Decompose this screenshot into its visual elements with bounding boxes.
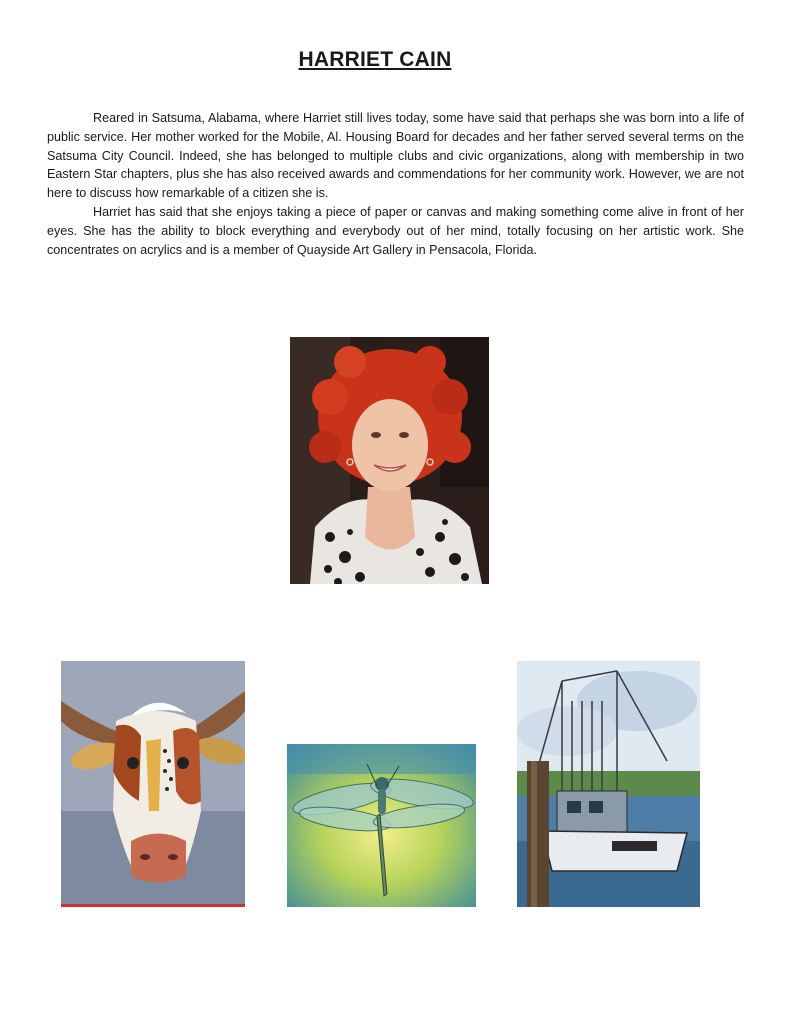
page-title: HARRIET CAIN [298,48,452,71]
paragraph-1: Reared in Satsuma, Alabama, where Harriet still lives today, some have said that perhaps she was born into a life of public service. Her mother worked for the Mobile, Al. Housing Board for decades and her father served several terms on the Satsuma City Council. Indeed, she has belonged to multiple clubs and civic organizations, along with membership in two Eastern Star chapters, plus she has also received awards and commendations for her community work. However, we are not here to discuss how remarkable of a citizen she is. [47,111,744,201]
portrait-photo [290,337,489,584]
paragraph-2: Harriet has said that she enjoys taking a piece of paper or canvas and making something come alive in front of her eyes. She has the ability to block everything and everybody out of her mind, totally focusing on her artistic work. She concentrates on acrylics and is a member of Quayside Art Gallery in Pensacola, Florida. [47,204,744,257]
dragonfly-painting [287,744,476,907]
shrimp-boat-painting [517,661,700,907]
biography-text [47,109,744,259]
cow-painting [61,661,245,907]
